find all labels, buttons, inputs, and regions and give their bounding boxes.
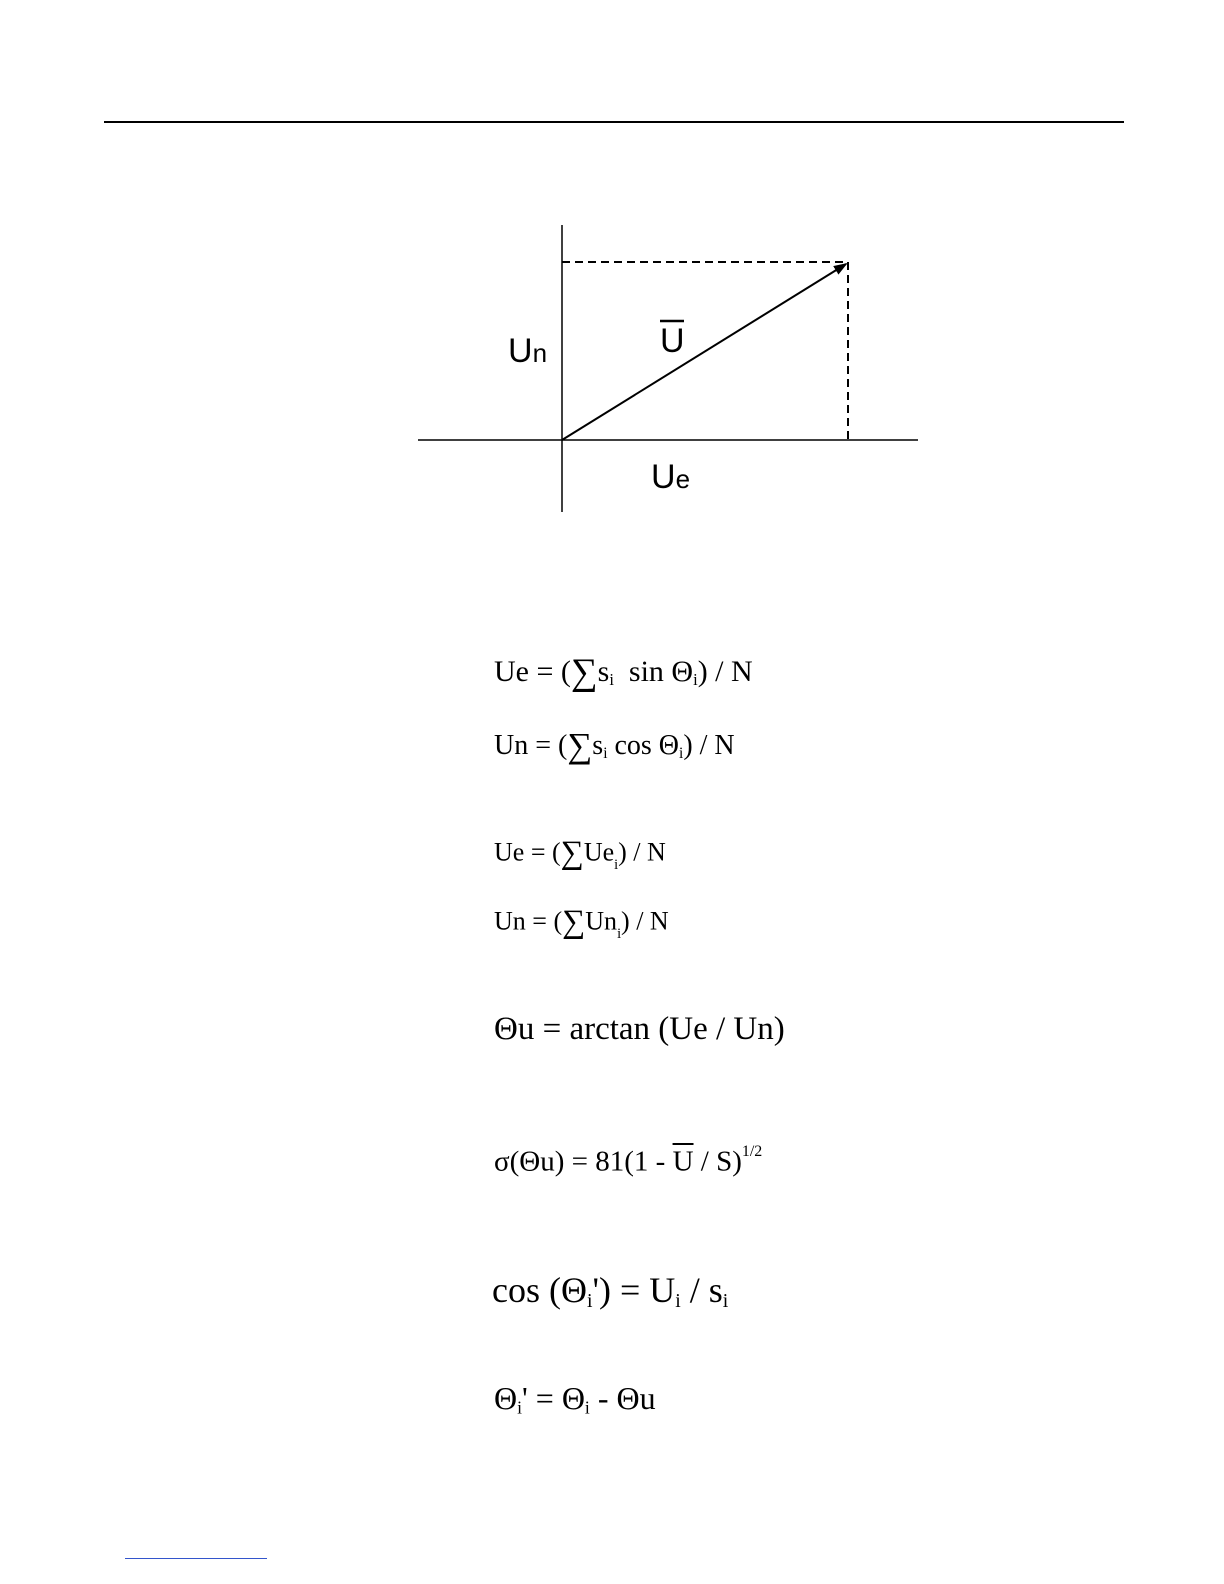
- equation-ue-sin: $Ue = (\sum s_i$ $\sin \Theta_i$) / N: [494, 652, 753, 693]
- equation-theta-prime: $\Theta_i' = \Theta_i - \Theta u$: [494, 1380, 656, 1418]
- footnote-rule: [125, 1558, 267, 1559]
- label-un: Un: [508, 332, 548, 370]
- equation-theta-u: Θu = arctan (Ue / Un): [494, 1011, 785, 1047]
- header-rule: [104, 121, 1124, 123]
- equation-cos-theta-prime: $\cos (\Theta_i') = U_i / s_i$: [492, 1270, 729, 1312]
- vector-diagram: [400, 210, 940, 530]
- vector-arrow: [562, 264, 846, 440]
- equation-sigma: $\sigma(\Theta u) = 81(1 - \overline{U} / S)^{1/2}$: [494, 1143, 763, 1178]
- label-ue: Ue: [651, 458, 691, 496]
- label-u-vector: U: [660, 322, 685, 360]
- equation-un-sum: $Un = (\sum Un_i) / N$: [494, 904, 669, 942]
- equation-ue-sum: $Ue = (\sum Ue_i) / N$: [494, 835, 666, 873]
- equation-un-cos: $Un = (\sum s_i$ $\cos \Theta_i$) / N: [494, 726, 735, 765]
